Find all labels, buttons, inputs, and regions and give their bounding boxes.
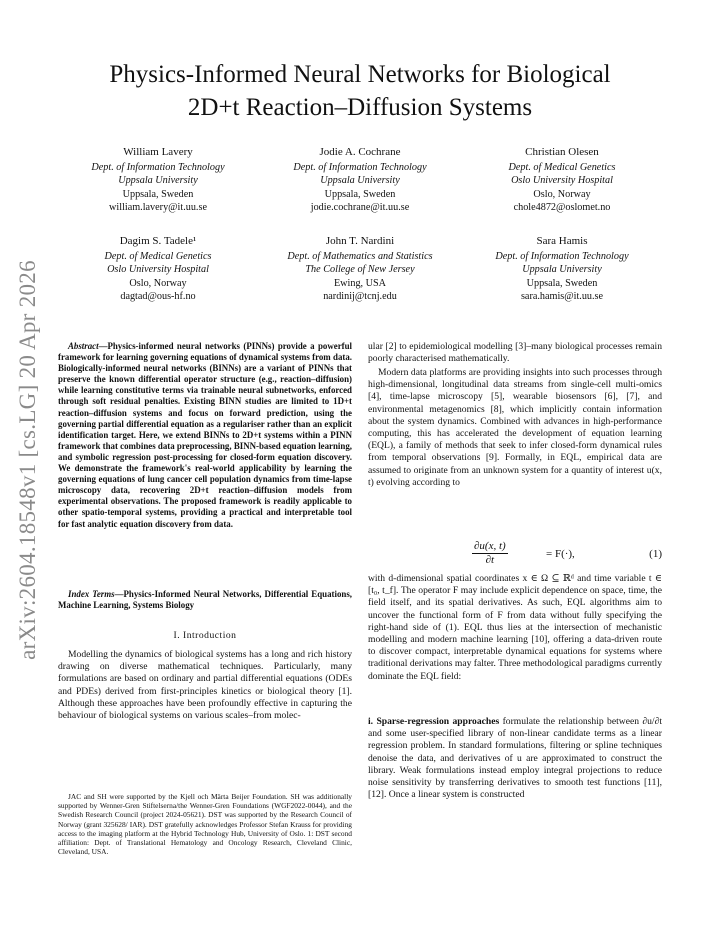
author-dept: Dept. of Medical Genetics — [508, 161, 616, 173]
author-name: John T. Nardini — [325, 235, 395, 247]
author-name: Sara Hamis — [536, 235, 588, 247]
author-block — [260, 146, 460, 215]
author-block — [58, 146, 258, 215]
arxiv-identifier: arXiv:2604.18548v1 [cs.LG] 20 Apr 2026 — [15, 260, 40, 660]
equation-numerator: ∂u(x, t) — [474, 540, 506, 552]
equation-rhs: = F(·), — [546, 548, 575, 560]
author-email: jodie.cochrane@it.uu.se — [310, 202, 410, 214]
author-dept: Dept. of Information Technology — [495, 250, 629, 262]
index-terms-text: —Physics-Informed Neural Networks, Differential Equations, Machine Learning, Systems Biology — [58, 589, 353, 611]
right-paragraph-4 — [368, 716, 662, 801]
author-org: The College of New Jersey — [305, 264, 415, 276]
author-name: Dagim S. Tadele¹ — [119, 235, 197, 247]
author-dept: Dept. of Information Technology — [293, 161, 427, 173]
author-location: Uppsala, Sweden — [324, 188, 396, 200]
author-location: Ewing, USA — [333, 277, 387, 289]
author-dept: Dept. of Medical Genetics — [104, 250, 212, 262]
title-line-2: 2D+t Reaction–Diffusion Systems — [187, 94, 533, 121]
equation-number: (1) — [649, 548, 662, 560]
abstract — [58, 341, 352, 530]
index-terms-label: Index Terms — [68, 589, 115, 599]
footnote: JAC and SH were supported by the Kjell och Märta Beijer Foundation. SH was additionally supported by Wenner-Gren Stiftelserna/the Wenner-Gren Foundations (WGF2022-0044), and the Swedish Research Council (project 2024-05621). DST was supported by the Research Council of Norway (grant 325628/ IAR). DST gratefully acknowledges Professor Stefan Krauss for providing access to the imaging platform at the Hybrid Technology Hub, University of Oslo. 1: DST second affiliation: Dept. of Translational Hematology and Oncology Research, Cleveland Clinic, Cleveland, USA. — [58, 792, 352, 857]
index-terms — [58, 589, 352, 611]
author-name: William Lavery — [123, 146, 193, 158]
arxiv-side-stamp — [8, 240, 48, 680]
equation-1 — [368, 540, 662, 570]
section-heading: I. Introduction — [173, 630, 237, 641]
author-email: william.lavery@it.uu.se — [109, 202, 207, 214]
author-org: Oslo University Hospital — [511, 175, 613, 187]
author-block — [260, 235, 460, 304]
author-email: dagtad@ous-hf.no — [120, 291, 196, 303]
author-name: Christian Olesen — [525, 146, 599, 158]
abstract-label: Abstract — [68, 341, 99, 351]
author-block — [58, 235, 258, 304]
intro-paragraph: Modelling the dynamics of biological systems has a long and rich history drawing on diverse mathematical techniques. Particularly, many formulations are based on ordinary and partial differential equations (ODEs and PDEs) derived from first-principles kinetics or biological theory [1]. Although these approaches have been profoundly effective in capturing the behaviour of biological systems on various scales–from molec- — [58, 649, 352, 722]
author-email: nardinij@tcnj.edu — [323, 291, 397, 303]
author-dept: Dept. of Mathematics and Statistics — [287, 250, 433, 262]
author-org: Uppsala University — [320, 175, 400, 187]
author-block — [462, 146, 662, 215]
author-org: Uppsala University — [118, 175, 198, 187]
author-org: Uppsala University — [522, 264, 602, 276]
author-location: Oslo, Norway — [129, 277, 187, 289]
equation-fraction — [472, 540, 508, 567]
title-line-1: Physics-Informed Neural Networks for Biological — [109, 61, 611, 88]
author-location: Uppsala, Sweden — [526, 277, 598, 289]
author-org: Oslo University Hospital — [107, 264, 209, 276]
author-location: Uppsala, Sweden — [122, 188, 194, 200]
author-location: Oslo, Norway — [533, 188, 591, 200]
paradigm-text: formulate the relationship between ∂u/∂t and some user-specified library of non-linear candidate terms as a linear regression problem. In standard formulations, filtering or spline techniques denoise the data, and derivatives of u are approximated to construct the library. Weak formulations instead employ integral projections to reduce noise sensitivity by transferring derivatives to smooth test functions [11], [12]. Once a linear system is constructed — [368, 716, 662, 801]
paradigm-heading: i. Sparse-regression approaches — [368, 716, 500, 727]
author-block — [462, 235, 662, 304]
author-email: sara.hamis@it.uu.se — [520, 291, 604, 303]
author-dept: Dept. of Information Technology — [91, 161, 225, 173]
right-paragraph-2: Modern data platforms are providing insights into such processes through high-dimensional, longitudinal data streams from single-cell multi-omics [4], time-lapse microscopy [5], wearable biosensors [6], [7], and environmental metagenomics [8], which implicitly contain information about the system dynamics. Combined with advances in high-performance computing, this has accelerated the development of equation learning (EQL), a family of methods that seek to infer closed-form dynamical rules from temporal observations [9]. Formally, in EQL, empirical data are assumed to originate from an unknown system for a quantity of interest u(x, t) evolving according to — [368, 367, 662, 488]
equation-denominator: ∂t — [485, 554, 495, 566]
paper-title — [60, 58, 660, 124]
author-name: Jodie A. Cochrane — [319, 146, 401, 158]
right-paragraph-3: with d-dimensional spatial coordinates x ∈ Ω ⊆ ℝᵈ and time variable t ∈ [t₀, t_f]. The operator F may include explicit dependence on space, time, the field itself, and its spatial derivatives. As such, EQL algorithms aim to uncover the functional form of F from data without fully specifying the right-hand side of (1). EQL thus lies at the intersection of mechanistic modelling and modern machine learning [10], offering a data-driven route to discover compact, interpretable dynamical equations for systems where traditional derivations may falter. Three methodological paradigms currently dominate the EQL field: — [368, 573, 662, 682]
right-paragraph-1: ular [2] to epidemiological modelling [3]–many biological processes remain poorly characterised mathematically. — [368, 341, 662, 365]
author-email: chole4872@oslomet.no — [513, 202, 611, 214]
abstract-text: —Physics-informed neural networks (PINNs) provide a powerful framework for learning governing equations of dynamical systems from data. Biologically-informed neural networks (BINNs) are a variant of PINNs that preserve the known differential operator structure (e.g., reaction–diffusion) while learning constitutive terms via trainable neural subnetworks, enforced through soft residual penalties. Existing BINN studies are limited to 1D+t reaction–diffusion systems and focus on forward prediction, using the governing partial differential equation as a regulariser rather than an explicit identification target. Here, we extend BINNs to 2D+t systems within a PINN framework that combines data preprocessing, BINN-based equation learning, and symbolic regression post-processing for closed-form equation discovery. We demonstrate the framework's real-world applicability by learning the governing equations of lung cancer cell population dynamics from time-lapse microscopy data, recovering 2D+t reaction–diffusion models from experimental observations. The proposed framework is readily applicable to other spatio-temporal systems, providing a practical and interpretable tool for fast analytic equation discovery from data. — [58, 341, 352, 529]
